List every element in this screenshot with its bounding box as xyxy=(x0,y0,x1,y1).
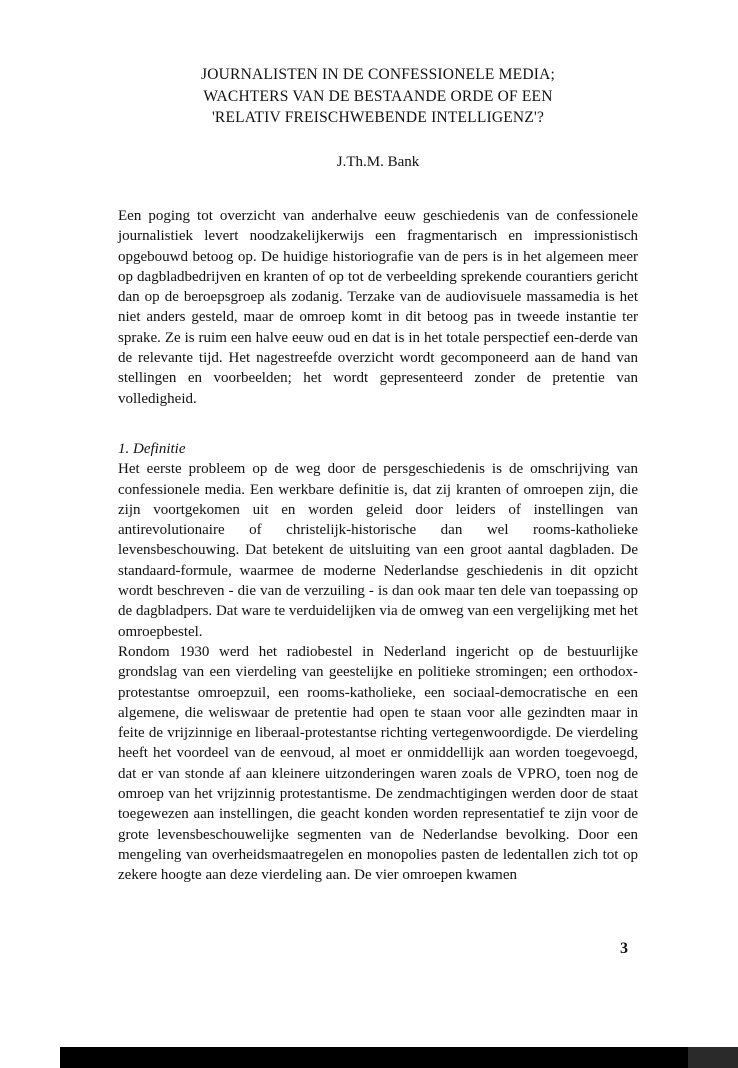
section-definitie xyxy=(118,439,638,886)
abstract xyxy=(118,206,638,409)
abstract-paragraph: Een poging tot overzicht van anderhalve eeuw geschiedenis van de confessionele journalistiek levert noodzakelijkerwijs een fragmentarisch en impressionistisch opgebouwd betoog op. De huidige historiografie van de pers is in het algemeen meer op dagbladbedrijven en kranten of op tot de verbeelding sprekende courantiers gericht dan op de beroepsgroep als zodanig. Terzake van de audiovisuele massamedia is het niet anders gesteld, maar de omroep komt in dit betoog pas in tweede instantie ter sprake. Ze is ruim een halve eeuw oud en dat is in het totale perspectief een-derde van de relevante tijd. Het nagestreefde overzicht wordt gecomponeerd aan de hand van stellingen en voorbeelden; het wordt gepresenteerd zonder de pretentie van volledigheid. xyxy=(118,208,638,407)
article-title xyxy=(118,64,638,129)
scan-edge-bar xyxy=(60,1047,688,1068)
title-line-3: 'RELATIV FREISCHWEBENDE INTELLIGENZ'? xyxy=(211,109,545,126)
title-line-1: JOURNALISTEN IN DE CONFESSIONELE MEDIA; xyxy=(201,66,555,83)
author-name: J.Th.M. Bank xyxy=(336,154,420,170)
section-heading: 1. Definitie xyxy=(118,441,186,457)
title-line-2: WACHTERS VAN DE BESTAANDE ORDE OF EEN xyxy=(203,87,553,105)
scan-edge-corner xyxy=(688,1047,738,1068)
body-paragraph-2: Rondom 1930 werd het radiobestel in Nederland ingericht op de bestuurlijke grondslag van een vierdeling van geestelijke en politieke stromingen; een orthodox-protestantse omroepzuil, een rooms-katholieke, een sociaal-democratische en een algemene, die weliswaar de pretentie had open te staan voor alle gezindten maar in feite de vrijzinnige en liberaal-protestantse richting vertegenwoordigde. De vierdeling heeft het voordeel van de eenvoud, al moet er onmiddellijk aan worden toegevoegd, dat er van stonde af aan kleinere uitzonderingen waren zoals de VPRO, toen nog de omroep van het vrijzinnig protestantisme. De zendmachtigingen werden door de staat toegewezen aan instellingen, die geacht konden worden representatief te zijn voor de grote levensbeschouwelijke segmenten van de Nederlandse bevolking. Door een mengeling van overheidsmaatregelen en monopolies pasten de ledentallen zich tot op zekere hoogte aan deze vierdeling aan. De vier omroepen kwamen xyxy=(118,643,638,884)
page-number: 3 xyxy=(620,940,628,957)
body-paragraph-1: Het eerste probleem op de weg door de persgeschiedenis is de omschrijving van confessionele media. Een werkbare definitie is, dat zij kranten of omroepen zijn, die zijn voortgekomen uit en worden geleid door leiders of instellingen van antirevolutionaire of christelijk-historische dan wel rooms-katholieke levensbeschouwing. Dat betekent de uitsluiting van een groot aantal dagbladen. De standaard-formule, waarmee de moderne Nederlandse geschiedenis in dit opzicht wordt beschreven - die van de verzuiling - is dan ook maar ten dele van toepassing op de dagbladpers. Dat ware te verduidelijken via de omweg van een vergelijking met het omroepbestel. xyxy=(118,461,638,640)
